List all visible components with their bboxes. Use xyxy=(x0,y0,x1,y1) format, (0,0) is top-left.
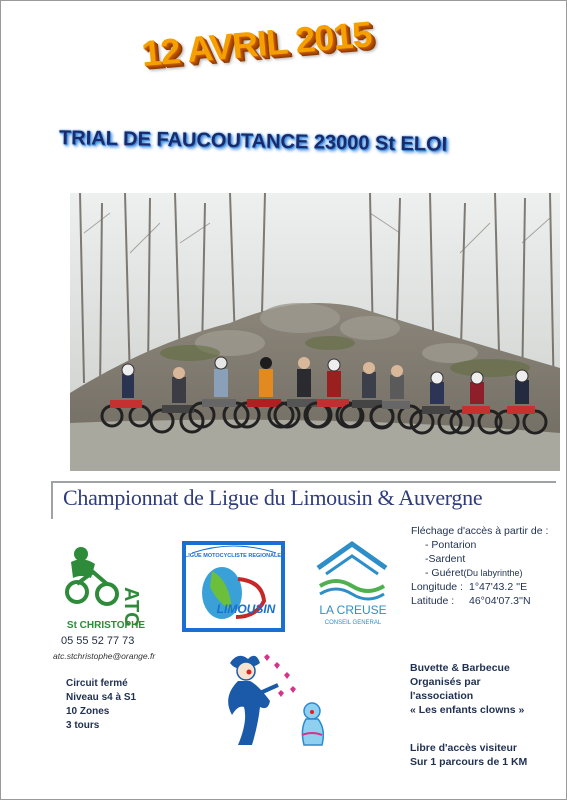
championship-banner: Championnat de Ligue du Limousin & Auvergne xyxy=(63,485,483,510)
longitude-row xyxy=(411,580,561,594)
buvette-line: l'association xyxy=(410,690,474,702)
atc-letters: ATC xyxy=(120,587,142,627)
contact-email: atc.stchristophe@orange.fr xyxy=(53,651,156,661)
event-title: TRIAL DE FAUCOUTANCE 23000 St ELOI xyxy=(58,126,448,156)
access-intro: Fléchage d'accès à partir de : xyxy=(411,525,549,537)
access-place-gueret-label: - Guéret xyxy=(425,567,464,579)
circuit-line: Niveau s4 à S1 xyxy=(66,692,137,703)
creuse-subtitle: CONSEIL GENERAL xyxy=(324,620,382,626)
contact-phone: 05 55 52 77 73 xyxy=(61,635,135,647)
circuit-info xyxy=(66,677,136,733)
circuit-line: 3 tours xyxy=(66,720,100,731)
limousin-arc-text: LIGUE MOTOCYCLISTE REGIONALE xyxy=(184,553,282,559)
visitor-info xyxy=(410,741,560,769)
buvette-info xyxy=(410,661,560,717)
access-place-sardent: -Sardent xyxy=(425,553,466,565)
visitor-line: Sur 1 parcours de 1 KM xyxy=(410,756,528,768)
longitude-label: Longitude : xyxy=(411,581,463,593)
visitor-line: Libre d'accès visiteur xyxy=(410,742,517,754)
riders-photo xyxy=(70,193,560,471)
latitude-label: Latitude : xyxy=(411,595,455,607)
access-place-gueret-note: (Du labyrinthe) xyxy=(463,568,523,578)
access-place-pontarion: - Pontarion xyxy=(425,539,477,551)
ligue-limousin-logo xyxy=(182,541,285,632)
latitude-row xyxy=(411,594,561,608)
creuse-name: LA CREUSE xyxy=(319,603,387,617)
access-directions xyxy=(411,524,561,608)
latitude-value: 46°04'07.3''N xyxy=(469,595,531,607)
la-creuse-conseil-general-logo xyxy=(312,538,395,628)
event-date: 12 AVRIL 2015 xyxy=(139,13,373,75)
access-place-gueret xyxy=(425,566,561,580)
circuit-line: Circuit fermé xyxy=(66,678,128,689)
atc-st-christophe-logo xyxy=(63,542,149,636)
limousin-word: LIMOUSIN xyxy=(216,602,276,616)
circuit-line: 10 Zones xyxy=(66,706,110,717)
longitude-value: 1°47'43.2 ''E xyxy=(469,581,528,593)
banner-rule-left xyxy=(51,481,53,519)
buvette-line: Buvette & Barbecue xyxy=(410,662,510,674)
atc-caption: St CHRISTOPHE xyxy=(66,620,146,631)
clowns-illustration xyxy=(208,645,338,751)
buvette-line: « Les enfants clowns » xyxy=(410,704,525,716)
banner-rule-top xyxy=(51,481,556,483)
buvette-line: Organisés par xyxy=(410,676,481,688)
